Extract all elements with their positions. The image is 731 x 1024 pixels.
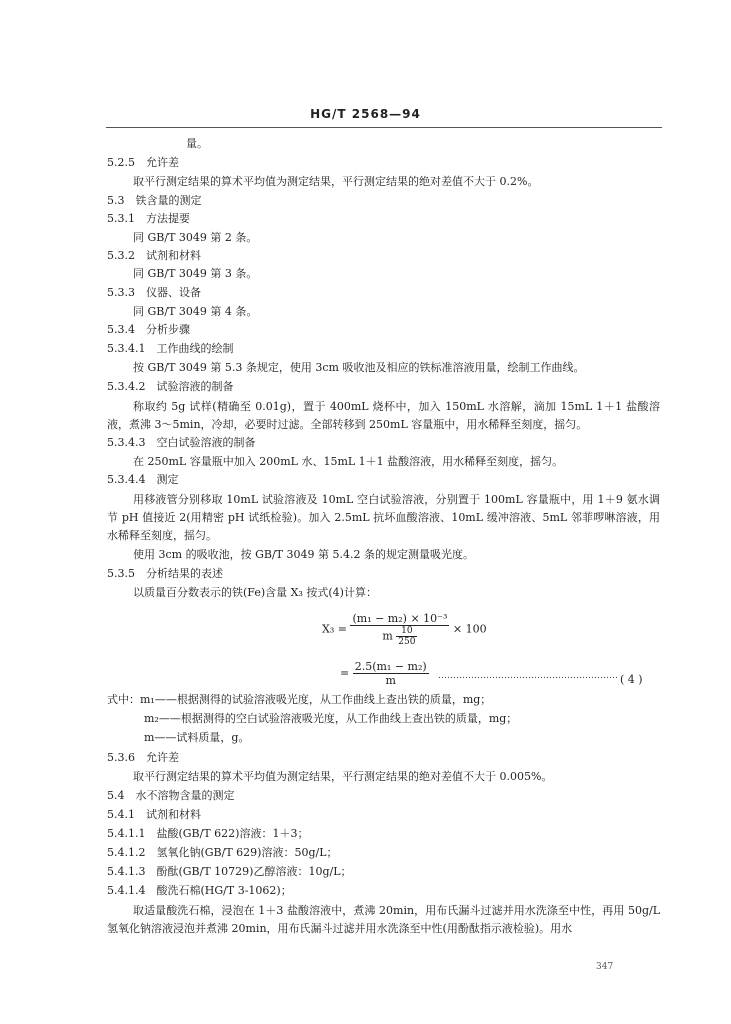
section-heading: 5.4.1 试剂和材料	[107, 808, 201, 821]
text-line: 使用 3cm 的吸收池，按 GB/T 3049 第 5.4.2 条的规定测量吸光度。	[133, 548, 474, 561]
section-heading: 5.3.1 方法提要	[107, 212, 190, 225]
section-heading: 5.2.5 允许差	[107, 156, 179, 169]
paragraph: 称取约 5g 试样(精确至 0.01g)，置于 400mL 烧杯中，加入 150mL 水溶解，滴加 15mL 1＋1 盐酸溶液，煮沸 3～5min，冷却，必要时过滤。全部转移到 250mL 容量瓶中，用水稀释至刻度，摇匀。	[107, 400, 660, 431]
text-line: 以质量百分数表示的铁(Fe)含量 X₃ 按式(4)计算：	[133, 586, 377, 599]
dilution-denominator: 250	[398, 637, 416, 647]
formula-line-1	[322, 612, 487, 647]
page-header: HG/T 2568—94	[310, 107, 421, 121]
text-line: 取平行测定结果的算术平均值为测定结果，平行测定结果的绝对差值不大于 0.005%。	[133, 770, 553, 783]
formula-numerator-2: 2.5(m₁ − m₂)	[354, 660, 427, 673]
equation-number: ( 4 )	[620, 673, 643, 686]
formula-dilution-fraction	[396, 626, 417, 647]
formula-fraction	[350, 612, 449, 647]
section-heading: 5.3.6 允许差	[107, 751, 179, 764]
list-item: 5.4.1.1 盐酸(GB/T 622)溶液：1＋3；	[107, 827, 309, 840]
dilution-numerator: 10	[396, 626, 417, 637]
text-line: 式中：m₁——根据测得的试验溶液吸光度，从工作曲线上查出铁的质量，mg；	[107, 693, 492, 706]
text-line: 量。	[186, 137, 208, 150]
section-heading: 5.3.4.2 试验溶液的制备	[107, 380, 234, 393]
formula-m: m	[382, 629, 393, 643]
text-line: 同 GB/T 3049 第 4 条。	[133, 305, 258, 318]
header-rule	[106, 127, 662, 128]
section-heading: 5.3.2 试剂和材料	[107, 249, 201, 262]
text-line: 取平行测定结果的算术平均值为测定结果，平行测定结果的绝对差值不大于 0.2%。	[133, 175, 539, 188]
text-line: 同 GB/T 3049 第 2 条。	[133, 231, 258, 244]
formula-line-2	[340, 660, 429, 687]
paragraph: 用移液管分别移取 10mL 试验溶液及 10mL 空白试验溶液，分别置于 100mL 容量瓶中，用 1＋9 氨水调节 pH 值接近 2(用精密 pH 试纸检验)。加入 2.5mL 抗坏血酸溶液、10mL 缓冲溶液、5mL 邻菲啰啉溶液，用水稀释至刻度，摇匀。	[107, 493, 660, 542]
section-heading: 5.3 铁含量的测定	[107, 194, 202, 207]
list-item: 5.4.1.3 酚酞(GB/T 10729)乙醇溶液：10g/L；	[107, 865, 352, 878]
text-line: 按 GB/T 3049 第 5.3 条规定，使用 3cm 吸收池及相应的铁标准溶液用量，绘制工作曲线。	[133, 361, 585, 374]
formula-lhs: X₃ =	[322, 622, 347, 636]
formula-equals: =	[340, 666, 350, 680]
section-heading: 5.3.4.1 工作曲线的绘制	[107, 342, 234, 355]
section-heading: 5.3.5 分析结果的表述	[107, 567, 223, 580]
formula-numerator: (m₁ − m₂) × 10⁻³	[352, 612, 448, 625]
formula-denominator	[350, 626, 449, 647]
section-heading: 5.4 水不溶物含量的测定	[107, 789, 235, 802]
paragraph: 取适量酸洗石棉，浸泡在 1＋3 盐酸溶液中，煮沸 20min，用布氏漏斗过滤并用水洗涤至中性，再用 50g/L 氢氧化钠溶液浸泡并煮沸 20min，用布氏漏斗过滤并用水洗涤至中性(用酚酞指示液检验)。用水	[107, 904, 660, 935]
section-heading: 5.3.4.4 测定	[107, 473, 179, 486]
list-item: 5.4.1.2 氢氧化钠(GB/T 629)溶液：50g/L；	[107, 846, 338, 859]
page-number: 347	[596, 962, 614, 972]
text-line: m₂——根据测得的空白试验溶液吸光度，从工作曲线上查出铁的质量，mg；	[144, 712, 518, 725]
section-heading: 5.3.4 分析步骤	[107, 323, 190, 336]
formula-times: × 100	[452, 622, 487, 636]
list-item: 5.4.1.4 酸洗石棉(HG/T 3-1062)；	[107, 884, 292, 897]
formula-denominator-2: m	[385, 674, 396, 687]
formula-leader-dots: ……………………………………………………	[438, 671, 618, 681]
section-heading: 5.3.3 仪器、设备	[107, 286, 201, 299]
section-heading: 5.3.4.3 空白试验溶液的制备	[107, 436, 256, 449]
text-line: m——试料质量，g。	[144, 731, 250, 744]
text-line: 在 250mL 容量瓶中加入 200mL 水、15mL 1＋1 盐酸溶液，用水稀释至刻度，摇匀。	[133, 455, 564, 468]
formula-fraction-2	[353, 660, 429, 687]
text-line: 同 GB/T 3049 第 3 条。	[133, 267, 258, 280]
